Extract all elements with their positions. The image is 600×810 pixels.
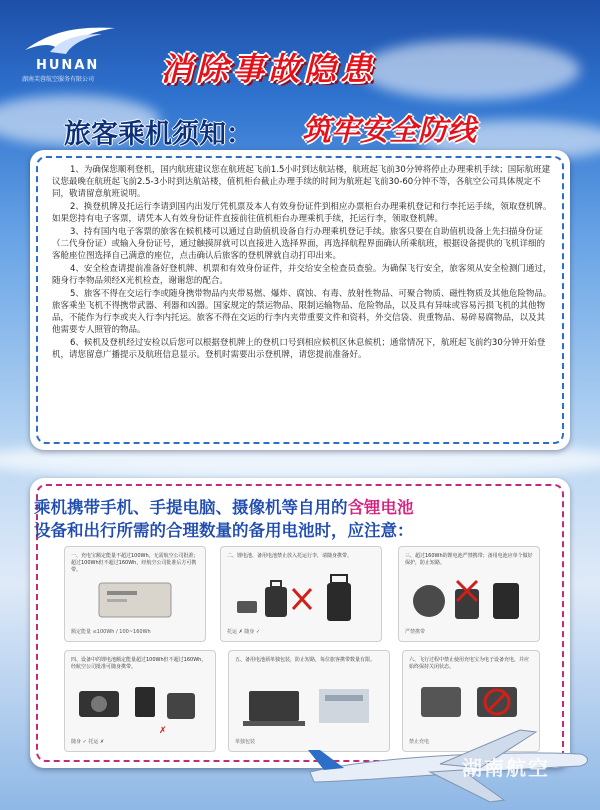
card-text: 五、备用电池须单独包装，防止短路，每位旅客携带数量有限。 — [235, 657, 376, 663]
notice-item: 3、持有国内电子客票的旅客在候机楼可以通过自助值机设备自行办理乘机登记手续。旅客只要在自助值机设备上先扫描身份证（二代身份证）或输入身份证号，通过触摸屏就可以直接进入选择界面，再选择航程界面确认所乘航班，根据设备提供的飞机详细的客舱座位图选择自己满意的座位，点击确认后旅客的登机牌就自动打印出来。 — [52, 227, 546, 261]
card-caption: 严禁携带 — [405, 629, 426, 635]
notice-item: 1、为确保您顺利登机，国内航班建议您在航班起飞前1.5小时到达航站楼，航班起飞前30分钟将停止办理乘机手续；国际航班建议您最晚在航班起飞前2.5-3小时到达航站楼，值机柜台截止办理手续的时间为航班起飞前30-60分钟不等，各航空公司具体规定不同，敬请留意航班说明。 — [52, 165, 551, 199]
battery-rule-card — [220, 546, 382, 642]
luggage-icon — [231, 569, 371, 633]
cloud — [360, 40, 580, 100]
subtitle-right: 筑牢安全防线 — [302, 113, 477, 147]
card-caption: 额定能量 ≤100Wh / 100~160Wh — [71, 629, 151, 635]
card-caption: 随身 ✓ 托运 ✗ — [71, 739, 105, 745]
battery-heading-part: 乘机携带手机、手提电脑、摄像机等自用的 — [34, 498, 348, 517]
card-caption: 禁止充电 — [409, 739, 430, 745]
logo-text: HUNAN — [36, 58, 100, 73]
battery-rule-card — [64, 546, 206, 642]
card-text: 四、设备中的锂电池额定能量超过100Wh但不超过160Wh，经航空公司批准可随身携带。 — [71, 657, 207, 670]
card-caption: 单独包装 — [235, 739, 256, 745]
lithium-battery-highlight: 含锂电池 — [347, 498, 414, 517]
wing-logo-icon — [20, 22, 120, 56]
camera-icon — [75, 681, 205, 737]
svg-text:✗: ✗ — [159, 726, 167, 736]
subtitle-left: 旅客乘机须知： — [64, 119, 253, 150]
card-text: 一、充电宝额定能量不超过100Wh，无需航空公司批准；超过100Wh但不超过160Wh，经航空公司批准后方可携带。 — [71, 553, 199, 573]
card-text: 六、飞行过程中禁止使用充电宝为电子设备充电，并应始终保持关闭状态。 — [409, 657, 530, 670]
battery-heading-line2: 设备和出行所需的合理数量的备用电池时，应注意： — [34, 521, 414, 540]
battery-rule-card — [398, 546, 540, 642]
notice-item: 2、换登机牌及托运行李请到国内出发厅凭机票及本人有效身份证件到相应办票柜台办理乘机登记和行李托运手续，领取登机牌。如果您持有电子客票，请凭本人有效身份证件直接前往值机柜台办理乘机手续，托运行李，领取登机牌。 — [52, 202, 552, 224]
page-title: 消除事故隐患 — [160, 50, 377, 88]
power-bank-icon — [95, 577, 175, 621]
battery-heading-line1 — [34, 494, 414, 518]
battery-devices-icon — [407, 571, 531, 627]
airline-logo — [12, 22, 122, 82]
card-caption: 托运 ✗ 随身 ✓ — [227, 629, 261, 635]
card-text: 三、超过160Wh的锂电池严禁携带；备用电池应单个做好保护，防止短路。 — [405, 553, 533, 566]
watermark: 湖南航空 — [462, 756, 550, 780]
notice-item: 4、安全检查请提前准备好登机牌、机票和有效身份证件，并交给安全检查员查验。为确保飞行安全，旅客须从安全检测门通过，随身行李物品须经X光机检查，谢谢您的配合。 — [52, 264, 552, 286]
notice-item: 6、候机及登机经过安检以后您可以根据登机牌上的登机口号到相应候机区休息候机；通常情况下，航班起飞前约30分钟开始登机，请您留意广播提示及航班信息显示。登机时需要出示登机牌，请您提前准备好。 — [52, 338, 546, 360]
battery-rule-card — [64, 650, 216, 752]
notice-panel — [30, 150, 570, 450]
card-text: 二、锂电池、备用电池禁止放入托运行李，请随身携带。 — [227, 553, 353, 559]
airplane-icon — [290, 710, 600, 810]
notice-item: 5、旅客不得在交运行李或随身携带物品内夹带易燃、爆炸、腐蚀、有毒、放射性物品、可聚合物质、磁性物质及其他危险物品。旅客乘坐飞机不得携带武器、利器和凶器。国家规定的禁运物品、限制运输物品、危险物品，以及具有异味或容易污损飞机的其他物品，不能作为行李或夹入行李内托运。旅客不得在交运的行李内夹带重要文件和资料，外交信袋、贵重物品、易碎易腐物品，以及其他需要专人照管的物品。 — [52, 289, 552, 335]
logo-subtitle: 湖南芙蓉航空服务有限公司 — [22, 76, 95, 83]
notice-text — [52, 164, 552, 362]
